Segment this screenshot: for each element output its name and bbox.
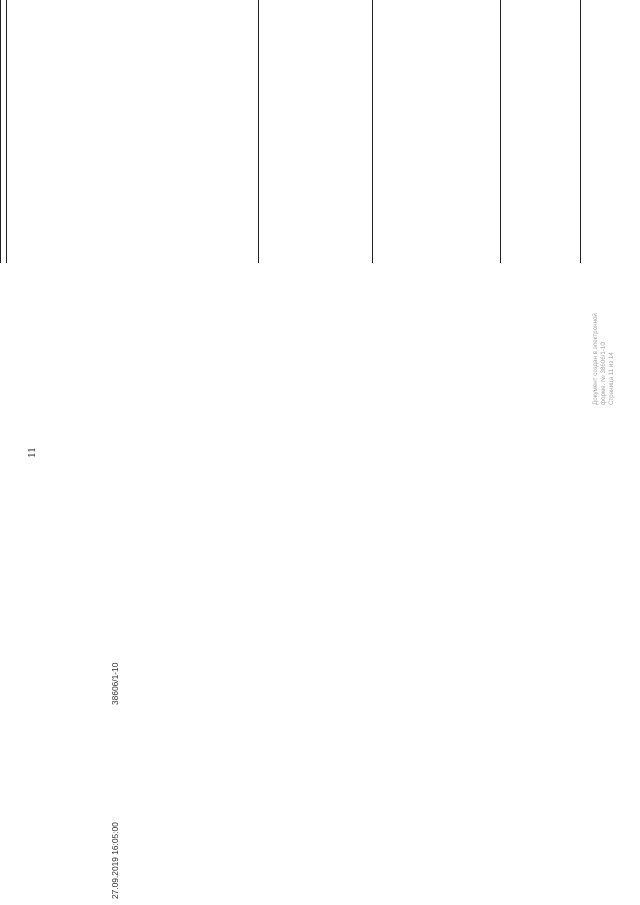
stamp-line: Документ создан в электронной xyxy=(592,313,599,405)
table-rule xyxy=(580,0,581,263)
table-rule xyxy=(6,0,7,263)
stamp-line: Страница 11 из 14 xyxy=(608,352,615,405)
table-rule xyxy=(372,0,373,263)
table-rule xyxy=(0,0,1,263)
row-description xyxy=(260,218,371,260)
row-description xyxy=(260,163,371,212)
row-description xyxy=(260,3,371,72)
watermark-stamp xyxy=(592,255,616,405)
row-description xyxy=(260,78,371,157)
footer-datetime: 27.09.2019 16:05:00 xyxy=(110,822,120,899)
stamp-line: форме. № 38606/1-10 xyxy=(600,342,607,405)
table-rule xyxy=(258,0,259,263)
page-number: 11 xyxy=(26,447,38,458)
footer-doc-code: 38606/1-10 xyxy=(110,662,120,705)
table-rule xyxy=(500,0,501,263)
